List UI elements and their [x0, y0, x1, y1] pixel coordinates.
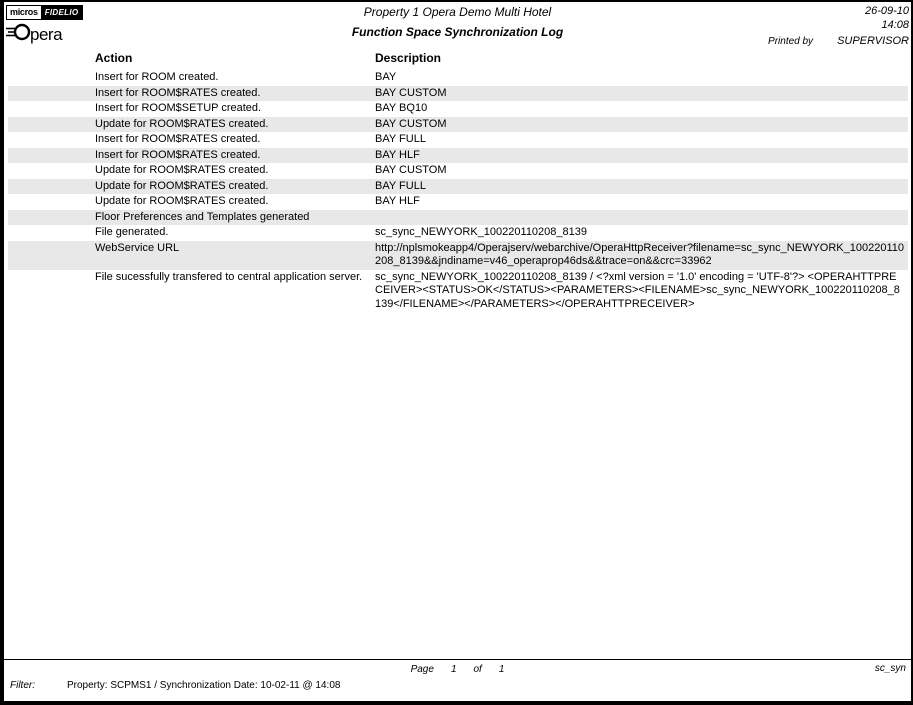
description-cell: BAY CUSTOM — [375, 164, 447, 176]
printed-by-label: Printed by — [768, 36, 814, 47]
filter-label: Filter: — [10, 680, 35, 691]
table-row — [8, 101, 908, 117]
action-cell: Floor Preferences and Templates generated — [95, 210, 310, 223]
table-row — [8, 148, 908, 164]
action-cell: Update for ROOM$RATES created. — [95, 164, 269, 176]
description-cell: sc_sync_NEWYORK_100220110208_8139 / <?xml version = '1.0' encoding = 'UTF-8'?> <OPERAHTTPRECEIVER><STATUS>OK</STATUS><PARAMETERS><FILENAME>sc_sync_NEWYORK_100220110208_8139</FILENAME></PARAMETERS></OPERAHTTPRECEIVER> — [375, 270, 900, 310]
opera-logo-word: pera — [30, 24, 63, 44]
description-cell: BAY HLF — [375, 195, 420, 207]
table-row — [8, 179, 908, 195]
table-row — [8, 132, 908, 148]
action-column-header: Action — [95, 51, 133, 65]
action-cell: Insert for ROOM created. — [95, 71, 219, 83]
description-cell: http://nplsmokeapp4/Operajserv/webarchive/OperaHttpReceiver?filename=sc_sync_NEWYORK_100220110208_8139&&jndiname=v46_operaprop46ds&&trace=on&&crc=33962 — [375, 241, 904, 267]
of-label: of — [473, 664, 482, 675]
property-title: Property 1 Opera Demo Multi Hotel — [363, 5, 552, 19]
description-cell: BAY CUSTOM — [375, 86, 447, 99]
fidelio-logo-text: FIDELIO — [41, 6, 83, 19]
printed-by-user: SUPERVISOR — [837, 35, 909, 47]
action-cell: File generated. — [95, 226, 169, 238]
table-row — [8, 70, 908, 86]
report-title: Function Space Synchronization Log — [351, 25, 564, 39]
table-row — [8, 163, 908, 179]
footer-divider — [4, 659, 911, 660]
print-time: 14:08 — [881, 19, 909, 31]
description-cell: BAY FULL — [375, 179, 426, 192]
action-cell: Update for ROOM$RATES created. — [95, 117, 269, 130]
action-cell: Insert for ROOM$RATES created. — [95, 148, 261, 161]
table-row — [8, 194, 908, 210]
print-date: 26-09-10 — [864, 5, 909, 17]
description-cell: BAY CUSTOM — [375, 117, 447, 130]
page-indicator — [4, 664, 911, 675]
page-total: 1 — [498, 664, 505, 675]
filter-value: Property: SCPMS1 / Synchronization Date: 10-02-11 @ 14:08 — [67, 680, 341, 691]
description-cell: BAY BQ10 — [375, 102, 428, 114]
action-cell: Update for ROOM$RATES created. — [95, 195, 269, 207]
action-cell: WebService URL — [95, 241, 180, 254]
report-code: sc_syn — [874, 663, 906, 674]
page-label: Page — [410, 664, 434, 675]
description-cell: sc_sync_NEWYORK_100220110208_8139 — [375, 226, 587, 238]
table-row — [8, 241, 908, 270]
description-cell: BAY FULL — [375, 133, 426, 145]
log-table-body — [8, 70, 908, 312]
action-cell: File sucessfully transfered to central application server. — [95, 270, 363, 283]
table-row — [8, 225, 908, 241]
action-cell: Insert for ROOM$RATES created. — [95, 86, 261, 99]
action-cell: Update for ROOM$RATES created. — [95, 179, 269, 192]
micros-logo-text: micros — [7, 6, 41, 19]
table-row — [8, 86, 908, 102]
description-cell: BAY HLF — [375, 148, 420, 161]
action-cell: Insert for ROOM$RATES created. — [95, 133, 261, 145]
action-cell: Insert for ROOM$SETUP created. — [95, 102, 262, 114]
page-number: 1 — [450, 664, 457, 675]
printed-by — [768, 35, 909, 47]
table-row — [8, 210, 908, 226]
table-row — [8, 270, 908, 313]
description-column-header: Description — [375, 51, 442, 65]
table-row — [8, 117, 908, 133]
description-cell: BAY — [375, 71, 397, 83]
